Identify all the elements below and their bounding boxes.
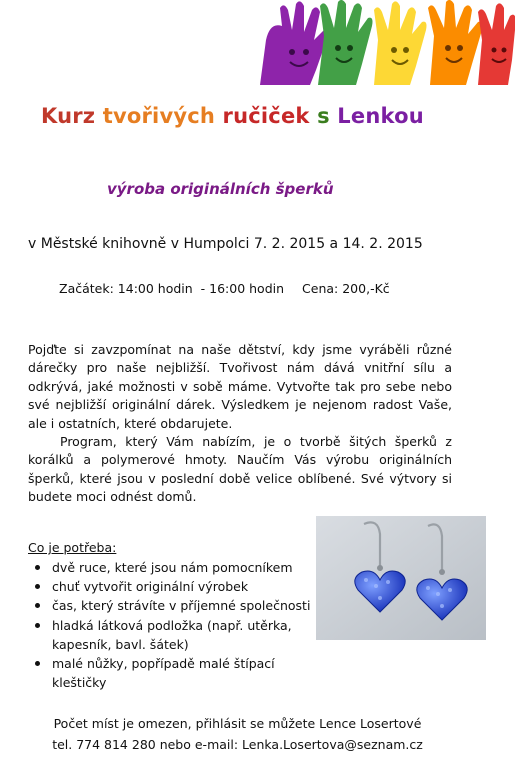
course-title [41, 104, 424, 128]
venue-dates: v Městské knihovně v Humpolci 7. 2. 2015 a 14. 2. 2015 [28, 236, 423, 252]
price-label: Cena: [302, 281, 339, 296]
start-time: 14:00 hodin - 16:00 hodin [117, 281, 285, 296]
earrings-photo [316, 516, 486, 640]
needs-list [28, 558, 328, 692]
intro-paragraph: Pojďte si zavzpomínat na naše dětství, kdy jsme vyráběli různé dárečky pro naše nejbližší. Tvořivost nám dává vnitřní sílu a odkrývá, jaké možnosti v sobě máme. Vytvořte tak pro sebe nebo své nejbližší originální dárek. Výsledkem je nejenom radost Vaše, ale i ostatních, které obdarujete. [28, 342, 452, 431]
title-word-3: ručiček [222, 104, 318, 128]
course-subtitle: výroba originálních šperků [107, 180, 334, 198]
program-paragraph: Program, který Vám nabízím, je o tvorbě šitých šperků z korálků a polymerové hmoty. Naučím Vás výrobu originálních šperků, které jsou v poslední době velice oblíbené. Své výtvory si budete moci odnést domů. [28, 434, 452, 505]
start-label: Začátek: [59, 281, 114, 296]
contact-info: tel. 774 814 280 nebo e-mail: Lenka.Losertova@seznam.cz [52, 737, 423, 752]
list-item: čas, který strávíte v příjemné společnosti [28, 596, 328, 615]
list-item: hladká látková podložka (např. utěrka, kapesník, bavl. šátek) [28, 616, 292, 654]
title-word-1: Kurz [41, 104, 103, 128]
list-item: dvě ruce, které jsou nám pomocníkem [28, 558, 328, 577]
time-and-price [59, 281, 390, 296]
registration-note: Počet míst je omezen, přihlásit se můžete Lence Losertové [53, 716, 422, 731]
title-word-4: s [317, 104, 338, 128]
title-word-5: Lenkou [337, 104, 424, 128]
list-item: malé nůžky, popřípadě malé štípací kleštičky [28, 654, 328, 692]
list-item: chuť vytvořit originální výrobek [28, 577, 328, 596]
needs-heading: Co je potřeba: [28, 540, 117, 555]
painted-hands-image [250, 0, 515, 85]
price-value: 200,-Kč [342, 281, 390, 296]
title-word-2: tvořivých [102, 104, 223, 128]
